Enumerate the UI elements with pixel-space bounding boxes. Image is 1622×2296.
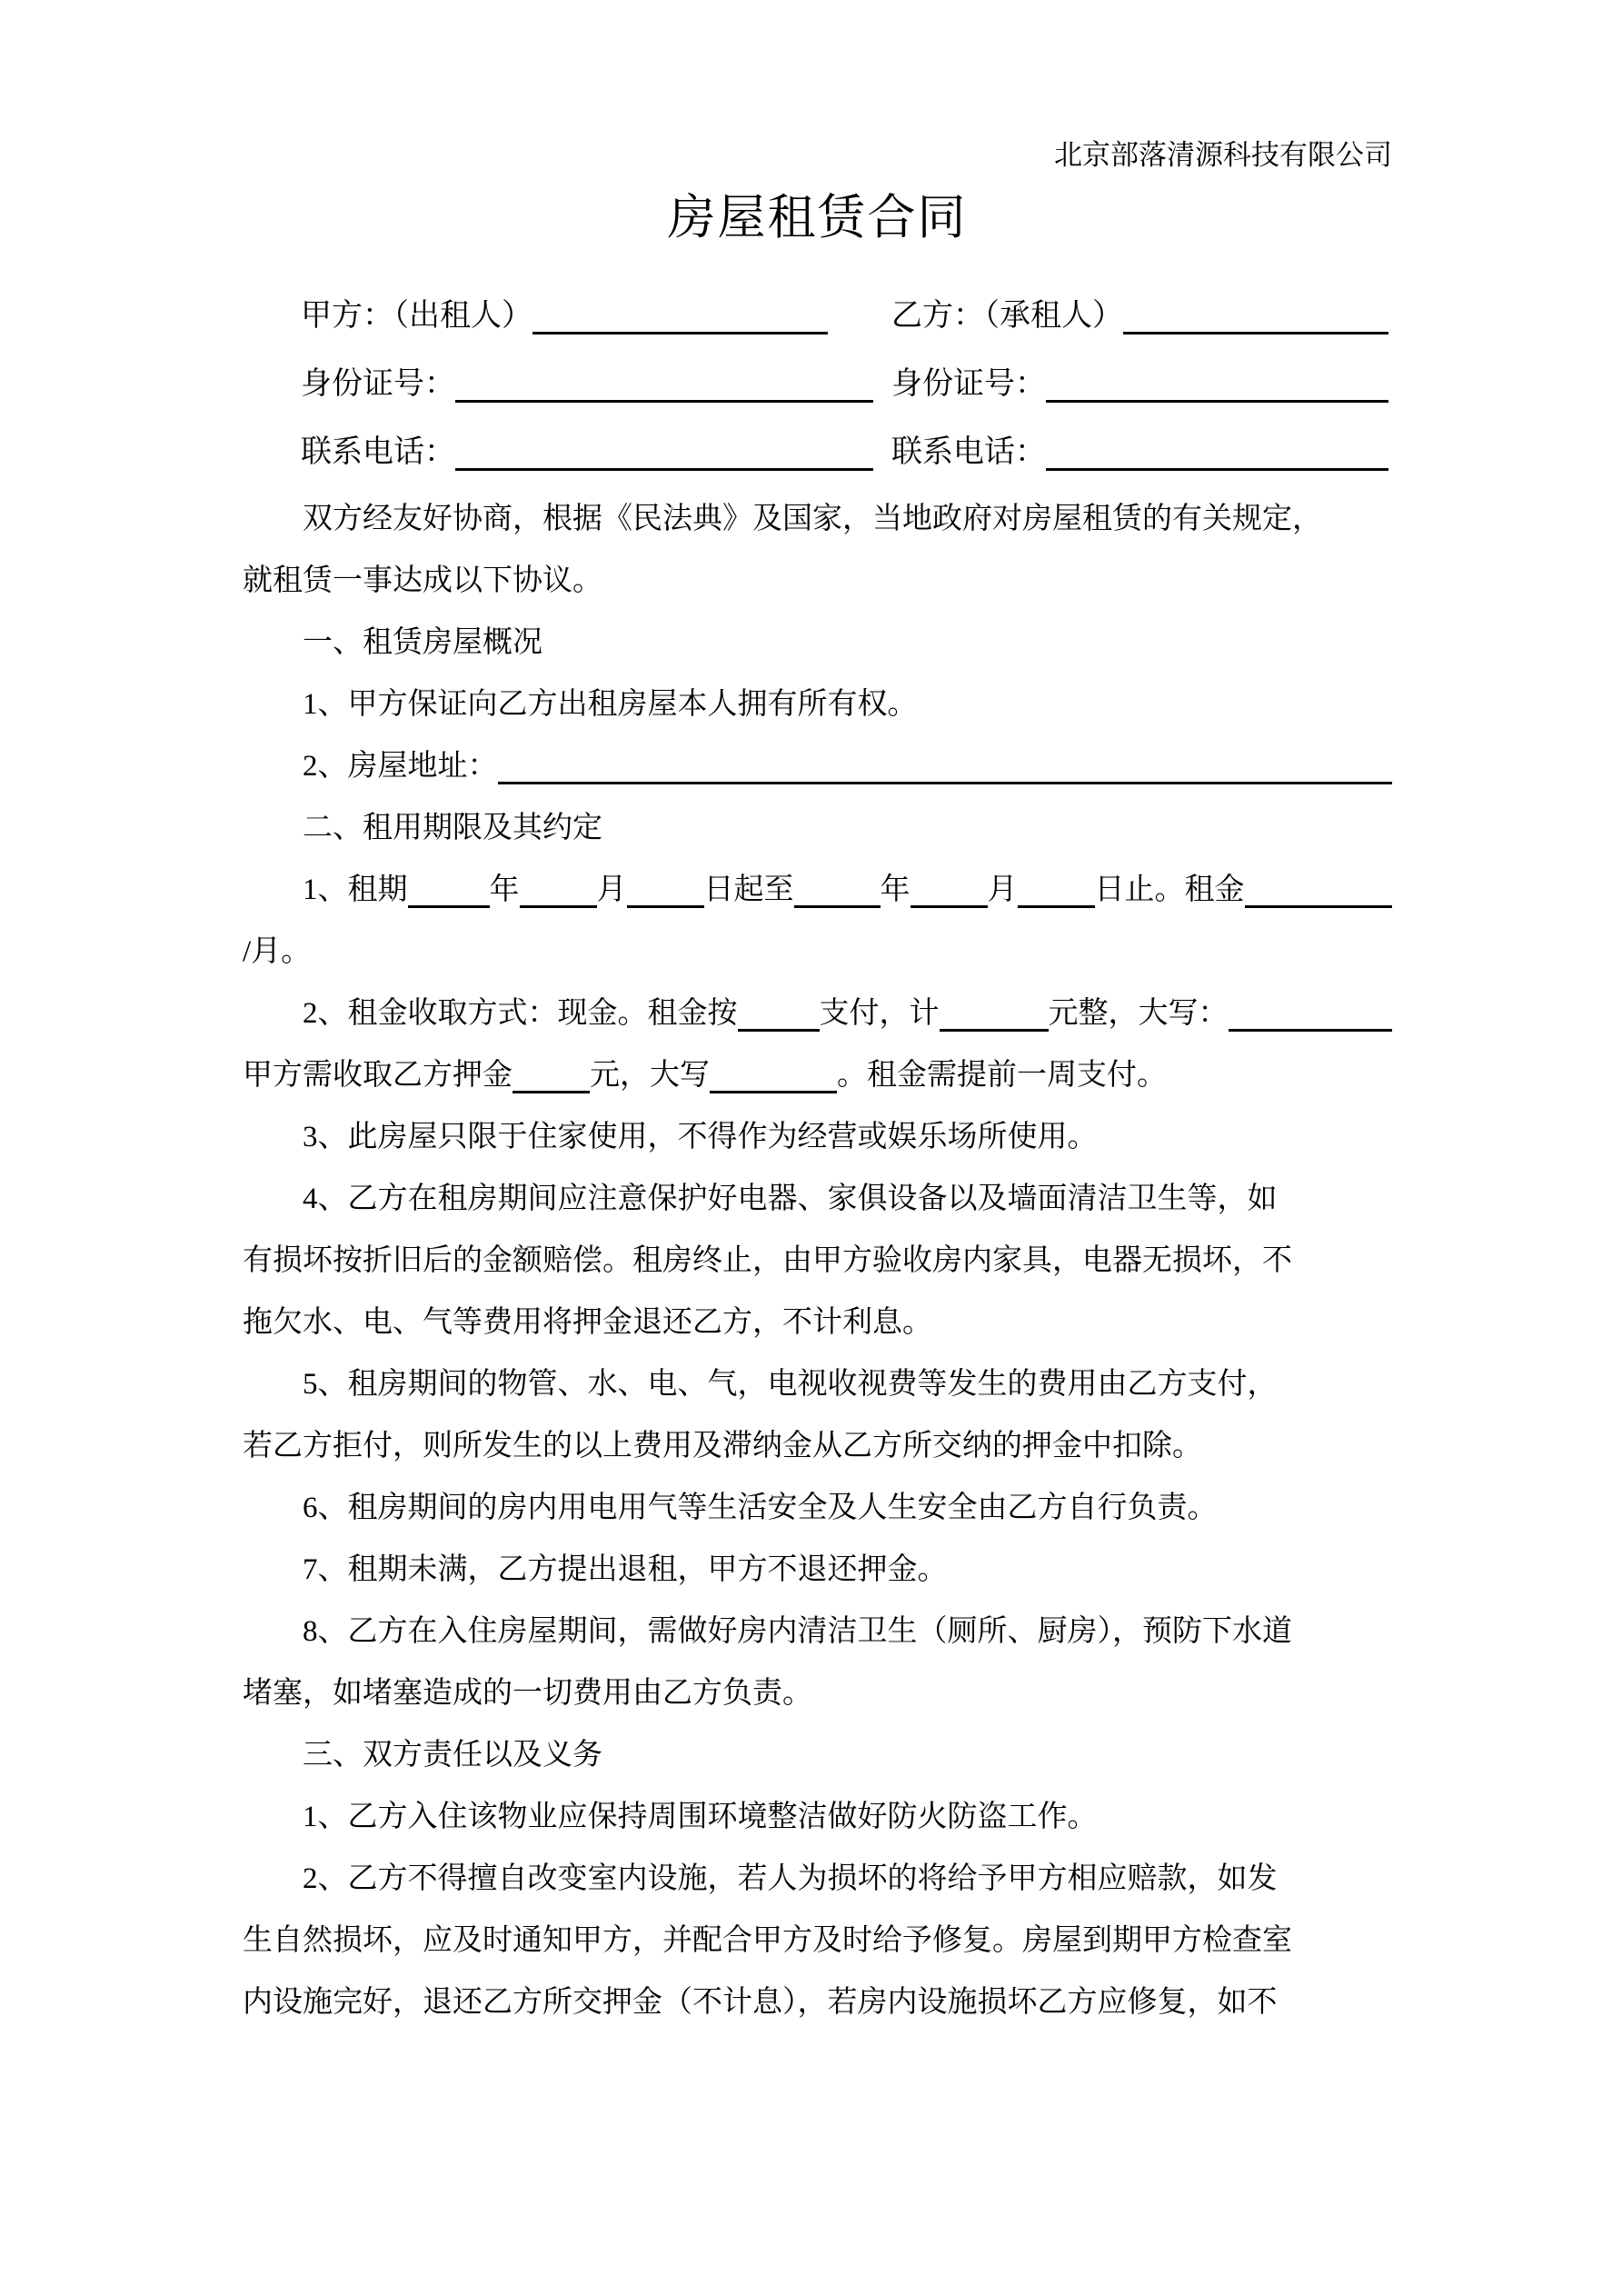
text-segment: 1、租期 — [303, 873, 408, 906]
party-row — [243, 350, 1392, 418]
party-cell-right — [891, 350, 1392, 418]
text-segment: 日止。租金 — [1094, 873, 1245, 906]
party-row — [243, 418, 1392, 486]
text-segment: 内设施完好，退还乙方所交押金（不计息），若房内设施损坏乙方应修复，如不 — [243, 1986, 1278, 2019]
text-segment: 联系电话： — [891, 435, 1046, 469]
text-line — [243, 859, 1392, 921]
party-cell-left — [301, 350, 891, 418]
blank-underline — [498, 782, 1393, 784]
text-segment: 年 — [880, 873, 911, 906]
text-line — [243, 1601, 1392, 1662]
text-line — [243, 488, 1392, 550]
text-segment: 身份证号： — [301, 367, 455, 401]
text-segment: 7、租期未满，乙方提出退租，甲方不退还押金。 — [303, 1553, 948, 1586]
text-segment: 6、租房期间的房内用电用气等生活安全及人生安全由乙方自行负责。 — [303, 1492, 1218, 1524]
text-segment: 2、房屋地址： — [303, 750, 498, 783]
text-segment: 二、租用期限及其约定 — [303, 812, 602, 844]
party-info-section — [243, 282, 1392, 486]
blank-underline — [455, 468, 873, 471]
party-row — [243, 282, 1392, 350]
text-segment: 生自然损坏，应及时通知甲方，并配合甲方及时给予修复。房屋到期甲方检查室 — [243, 1924, 1292, 1957]
text-segment: 甲方：（出租人） — [301, 299, 532, 333]
text-segment: 元整，大写： — [1048, 997, 1229, 1030]
text-segment: 3、此房屋只限于住家使用，不得作为经营或娱乐场所使用。 — [303, 1121, 1098, 1153]
text-line — [243, 1972, 1392, 2033]
blank-underline — [738, 1029, 820, 1032]
company-header: 北京部落清源科技有限公司 — [1054, 139, 1392, 171]
text-line — [243, 1848, 1392, 1910]
text-line — [243, 1539, 1392, 1601]
text-line — [243, 1230, 1392, 1292]
text-segment: 2、租金收取方式：现金。租金按 — [303, 997, 738, 1030]
text-segment: 身份证号： — [891, 367, 1046, 401]
text-segment: 4、乙方在租房期间应注意保护好电器、家俱设备以及墙面清洁卫生等，如 — [303, 1183, 1278, 1215]
text-segment: 5、租房期间的物管、水、电、气，电视收视费等发生的费用由乙方支付， — [303, 1368, 1278, 1401]
text-segment: 联系电话： — [301, 435, 455, 469]
text-line — [243, 797, 1392, 859]
text-segment: 有损坏按折旧后的金额赔偿。租房终止，由甲方验收房内家具，电器无损坏，不 — [243, 1244, 1292, 1277]
text-segment: 8、乙方在入住房屋期间，需做好房内清洁卫生（厕所、厨房），预防下水道 — [303, 1615, 1292, 1648]
text-segment: /月。 — [243, 935, 312, 968]
text-segment: 乙方：（承租人） — [891, 299, 1123, 333]
blank-underline — [710, 1091, 837, 1093]
text-line — [243, 1168, 1392, 1230]
text-segment: 月 — [596, 873, 627, 906]
text-line — [243, 1353, 1392, 1415]
blank-underline — [1046, 400, 1388, 403]
text-line — [243, 550, 1392, 612]
text-segment: 。租金需提前一周支付。 — [837, 1059, 1167, 1092]
text-segment: 元，大写 — [590, 1059, 710, 1092]
blank-underline — [794, 905, 881, 908]
text-segment: 若乙方拒付，则所发生的以上费用及滞纳金从乙方所交纳的押金中扣除。 — [243, 1430, 1202, 1462]
document-title: 房屋租赁合同 — [667, 192, 968, 245]
text-segment: 1、乙方入住该物业应保持周围环境整洁做好防火防盗工作。 — [303, 1801, 1098, 1833]
text-segment: 1、甲方保证向乙方出租房屋本人拥有所有权。 — [303, 688, 918, 721]
party-cell-left — [301, 282, 891, 350]
text-line — [243, 1910, 1392, 1972]
text-line — [243, 1477, 1392, 1539]
text-segment: 月 — [987, 873, 1018, 906]
text-line — [243, 1724, 1392, 1786]
blank-underline — [1245, 905, 1393, 908]
blank-underline — [520, 905, 597, 908]
blank-underline — [1229, 1029, 1393, 1032]
blank-underline — [627, 905, 704, 908]
text-segment: 拖欠水、电、气等费用将押金退还乙方，不计利息。 — [243, 1306, 932, 1339]
text-segment: 年 — [489, 873, 520, 906]
text-segment: 支付，计 — [819, 997, 940, 1030]
text-line — [243, 735, 1392, 797]
text-segment: 一、租赁房屋概况 — [303, 626, 542, 659]
text-line — [243, 1786, 1392, 1848]
text-segment: 就租赁一事达成以下协议。 — [243, 564, 602, 597]
party-cell-left — [301, 418, 891, 486]
text-segment: 三、双方责任以及义务 — [303, 1739, 602, 1772]
party-cell-right — [891, 282, 1392, 350]
blank-underline — [911, 905, 988, 908]
blank-underline — [1123, 332, 1388, 334]
blank-underline — [532, 332, 828, 334]
text-line — [243, 1292, 1392, 1353]
text-segment: 2、乙方不得擅自改变室内设施，若人为损坏的将给予甲方相应赔款，如发 — [303, 1862, 1278, 1895]
text-segment: 甲方需收取乙方押金 — [243, 1059, 512, 1092]
blank-underline — [1046, 468, 1388, 471]
text-line — [243, 1662, 1392, 1724]
text-segment: 堵塞，如堵塞造成的一切费用由乙方负责。 — [243, 1677, 812, 1710]
text-line — [243, 1106, 1392, 1168]
party-cell-right — [891, 418, 1392, 486]
blank-underline — [408, 905, 490, 908]
text-segment: 日起至 — [703, 873, 794, 906]
text-segment: 双方经友好协商，根据《民法典》及国家，当地政府对房屋租赁的有关规定， — [303, 503, 1322, 535]
contract-body — [243, 488, 1392, 2033]
text-line — [243, 921, 1392, 983]
text-line — [243, 674, 1392, 735]
text-line — [243, 1044, 1392, 1106]
text-line — [243, 983, 1392, 1044]
text-line — [243, 612, 1392, 674]
blank-underline — [940, 1029, 1049, 1032]
blank-underline — [512, 1091, 590, 1093]
blank-underline — [455, 400, 873, 403]
blank-underline — [1018, 905, 1095, 908]
text-line — [243, 1415, 1392, 1477]
